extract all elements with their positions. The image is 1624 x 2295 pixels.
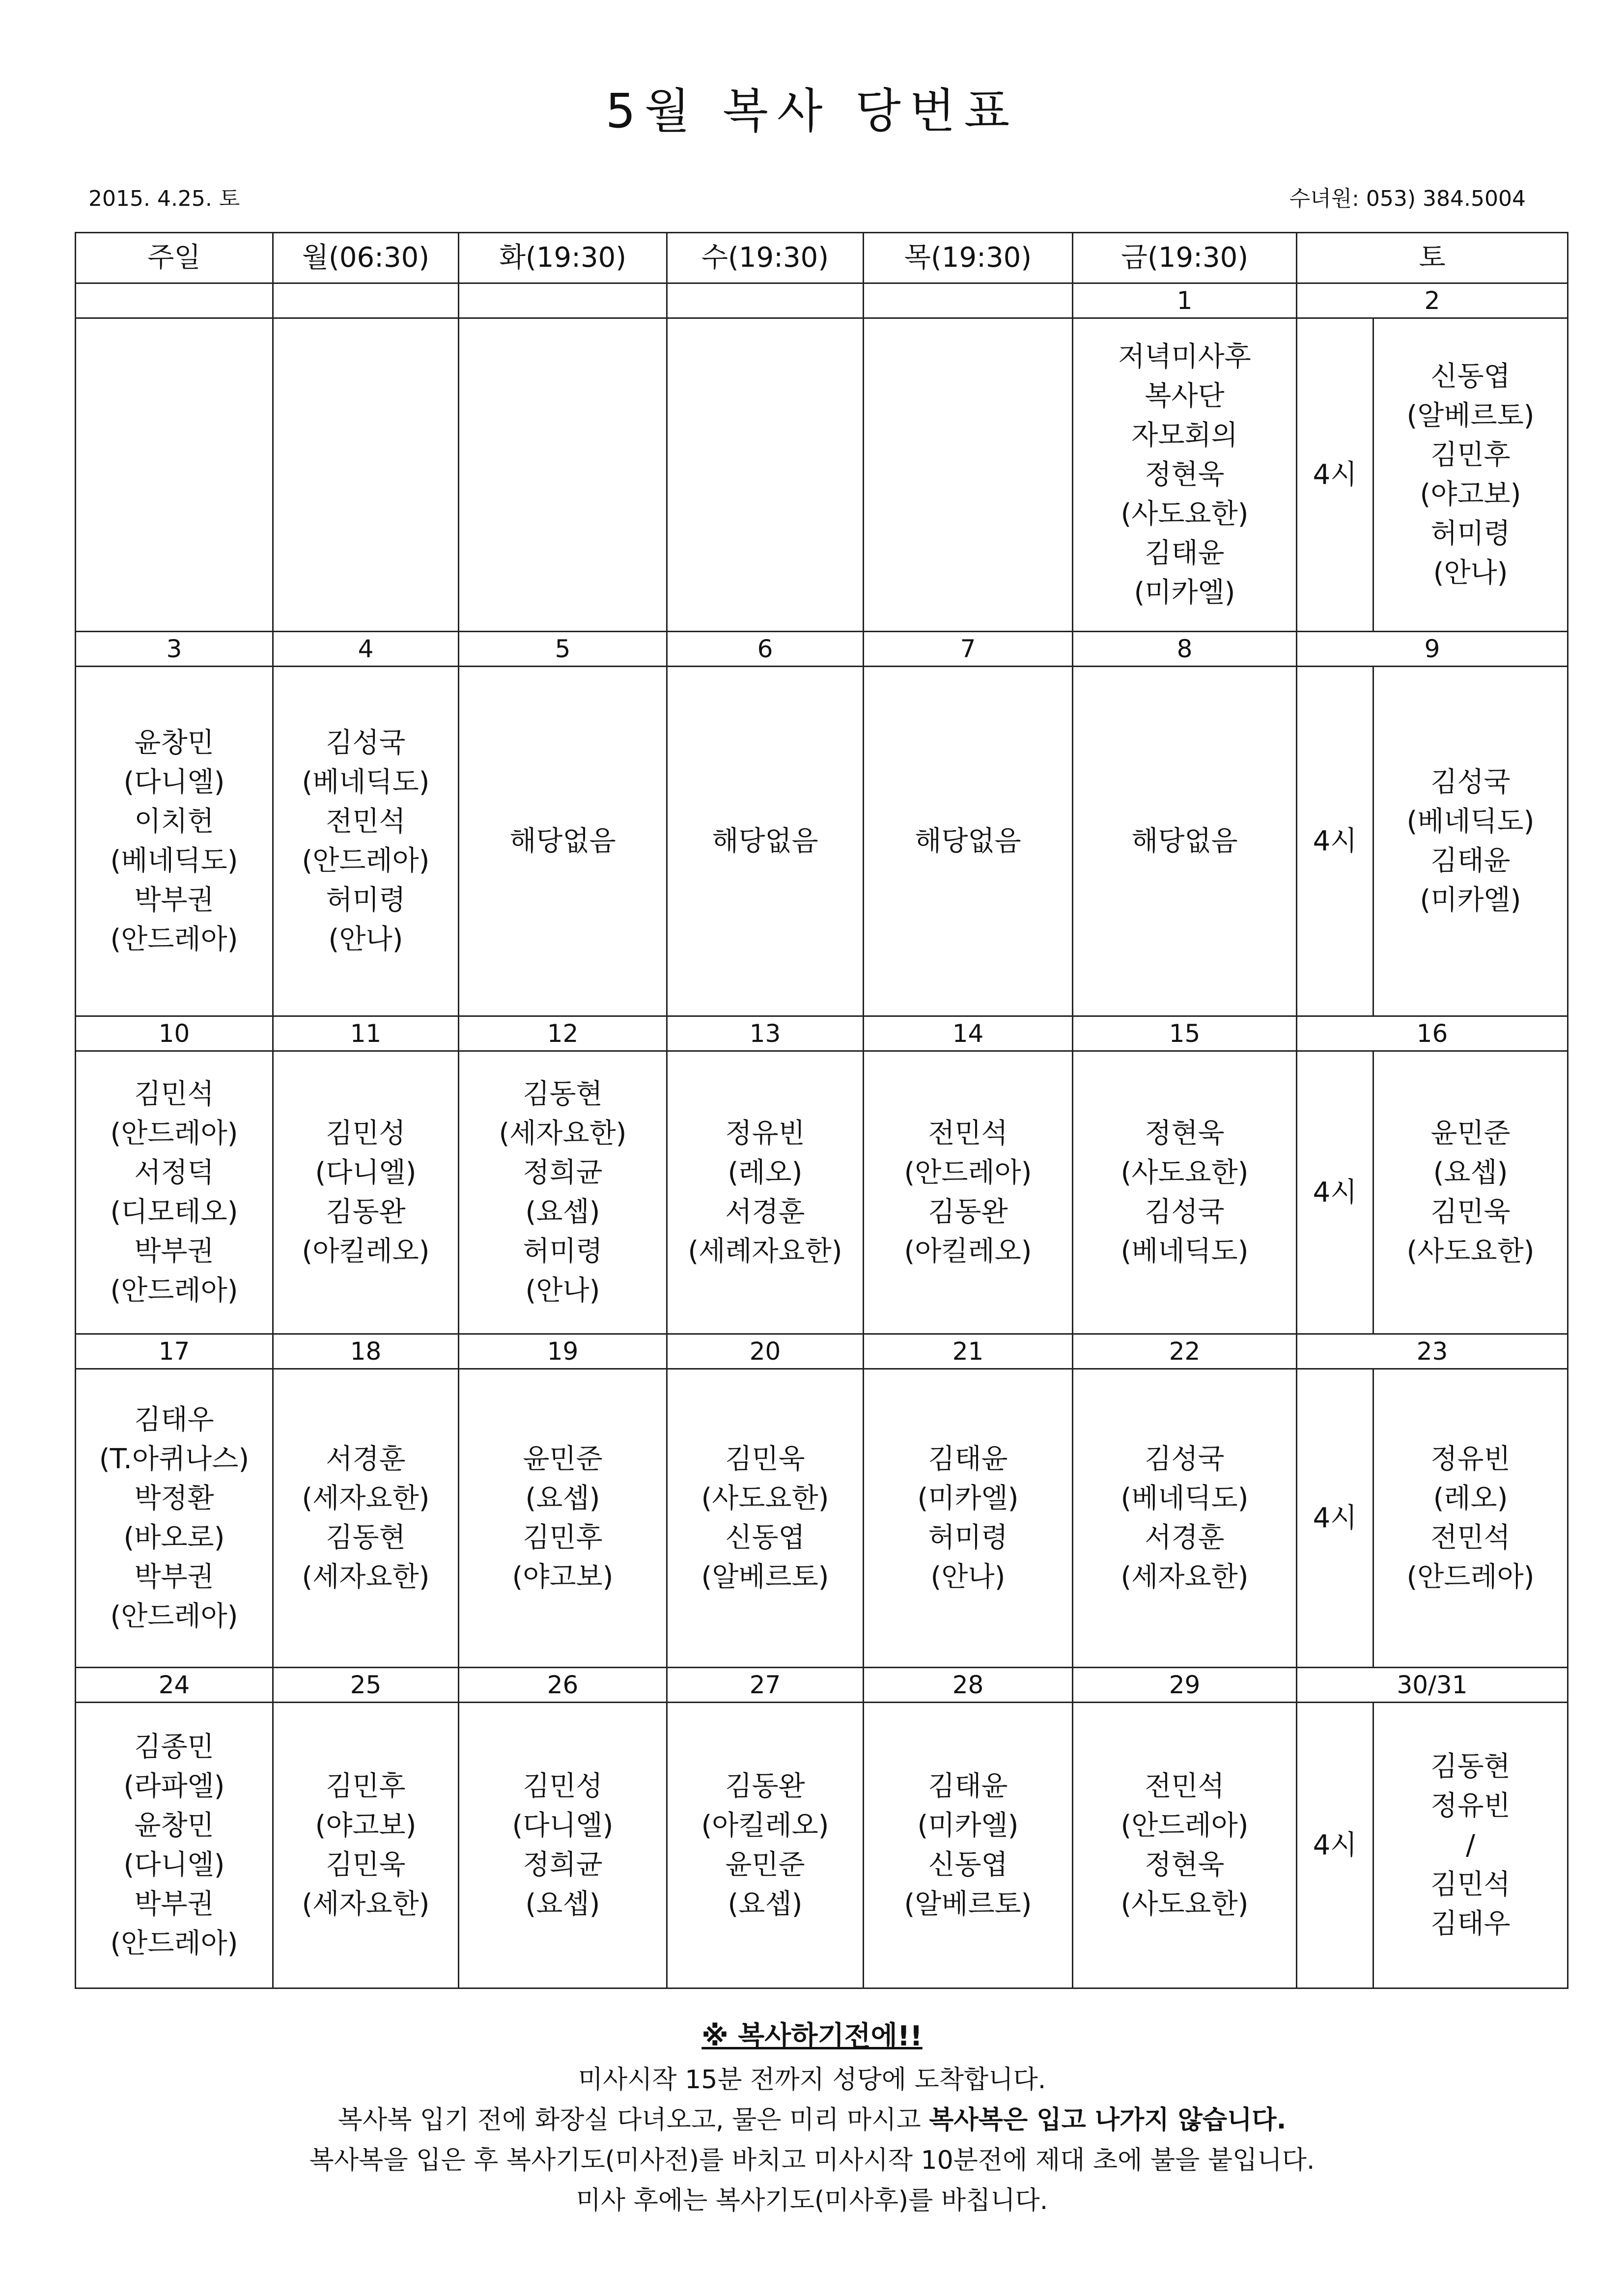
day-cell: [1373, 1051, 1568, 1334]
assignment-row: [76, 1703, 1568, 1988]
day-cell: [1073, 1051, 1297, 1334]
date-row: [76, 1016, 1568, 1051]
date-row: [76, 1334, 1568, 1369]
saturday-time: 4시: [1297, 1703, 1373, 1988]
assignment-cell: 정현욱 (사도요한) 김성국 (베네딕도): [1120, 1117, 1249, 1267]
date-number: 30/31: [1297, 1668, 1568, 1703]
assignment-cell: 서경훈 (세자요한) 김동현 (세자요한): [302, 1443, 430, 1593]
date-number: 10: [76, 1016, 273, 1051]
notes-line-1: 미사시작 15분 전까지 성당에 도착합니다.: [578, 2065, 1046, 2095]
assignment-cell: 김민욱 (사도요한) 신동엽 (알베르토): [701, 1443, 829, 1593]
date-row: [76, 632, 1568, 667]
assignment-cell: 김종민 (라파엘) 윤창민 (다니엘) 박부권 (안드레아): [110, 1731, 238, 1959]
date-number: 28: [864, 1668, 1073, 1703]
day-cell: [667, 1703, 864, 1988]
date-number: 23: [1297, 1334, 1568, 1369]
day-cell: [1073, 1369, 1297, 1668]
header-thursday: 목(19:30): [864, 233, 1073, 283]
assignment-cell: 김태윤 (미카엘) 신동엽 (알베르토): [904, 1770, 1032, 1920]
header-wednesday: 수(19:30): [667, 233, 864, 283]
assignment-cell: 김성국 (베네딕도) 전민석 (안드레아) 허미령 (안나): [302, 727, 430, 955]
date-number: 12: [459, 1016, 667, 1051]
assignment-cell: 김동현 (세자요한) 정희균 (요셉) 허미령 (안나): [499, 1078, 627, 1307]
date-number: 16: [1297, 1016, 1568, 1051]
header-tuesday: 화(19:30): [459, 233, 667, 283]
date-number: 19: [459, 1334, 667, 1369]
document-date: 2015. 4.25. 토: [88, 186, 240, 211]
notes-line-4: 미사 후에는 복사기도(미사후)를 바칩니다.: [576, 2186, 1048, 2215]
date-number: 11: [273, 1016, 459, 1051]
date-number: 21: [864, 1334, 1073, 1369]
day-cell: [76, 1369, 273, 1668]
day-cell: [273, 318, 459, 632]
day-cell: [864, 1703, 1073, 1988]
date-number: 5: [459, 632, 667, 667]
notes-section: [0, 2016, 1624, 2221]
header-friday: 금(19:30): [1073, 233, 1297, 283]
notes-line-2: [0, 2100, 1624, 2140]
header-saturday: 토: [1297, 233, 1568, 283]
date-number: [864, 283, 1073, 318]
date-number: 17: [76, 1334, 273, 1369]
day-cell: [1073, 1703, 1297, 1988]
assignment-cell: 신동엽 (알베르토) 김민후 (야고보) 허미령 (안나): [1406, 360, 1535, 589]
notes-line-2-bold: 복사복은 입고 나가지 않습니다.: [929, 2105, 1287, 2135]
day-cell: [864, 1369, 1073, 1668]
day-cell: [667, 667, 864, 1016]
date-number: 26: [459, 1668, 667, 1703]
day-cell: [76, 318, 273, 632]
assignment-row: [76, 1369, 1568, 1668]
assignment-cell: 해당없음: [1131, 825, 1238, 857]
date-number: 14: [864, 1016, 1073, 1051]
page-title: 5월 복사 당번표: [605, 84, 1019, 139]
day-cell: [1373, 667, 1568, 1016]
day-cell: [459, 1703, 667, 1988]
header-monday: 월(06:30): [273, 233, 459, 283]
assignment-cell: 전민석 (안드레아) 정현욱 (사도요한): [1120, 1770, 1249, 1920]
date-number: 6: [667, 632, 864, 667]
date-number: 4: [273, 632, 459, 667]
day-cell: [273, 667, 459, 1016]
date-number: 8: [1073, 632, 1297, 667]
assignment-cell: 김민석 (안드레아) 서정덕 (디모테오) 박부권 (안드레아): [110, 1078, 238, 1307]
day-cell: [459, 1369, 667, 1668]
assignment-cell: 윤민준 (요셉) 김민후 (야고보): [512, 1443, 614, 1593]
date-number: 29: [1073, 1668, 1297, 1703]
date-number: 18: [273, 1334, 459, 1369]
day-cell: [273, 1051, 459, 1334]
assignment-cell: 해당없음: [509, 825, 616, 857]
date-row: [76, 1668, 1568, 1703]
saturday-time: 4시: [1297, 1369, 1373, 1668]
header-sunday: 주일: [76, 233, 273, 283]
date-number: [459, 283, 667, 318]
assignment-row: [76, 1051, 1568, 1334]
assignment-cell: 김태우 (T.아퀴나스) 박정환 (바오로) 박부권 (안드레아): [99, 1403, 250, 1632]
notes-line-3: 복사복을 입은 후 복사기도(미사전)를 바치고 미사시작 10분전에 제대 초에 불을 붙입니다.: [309, 2146, 1315, 2175]
day-cell: [1373, 1369, 1568, 1668]
day-cell: [864, 667, 1073, 1016]
notes-heading: ※ 복사하기전에!!: [701, 2020, 923, 2052]
day-cell: [667, 1369, 864, 1668]
assignment-row: [76, 667, 1568, 1016]
assignment-cell: 김성국 (베네딕도) 김태윤 (미카엘): [1406, 766, 1535, 916]
date-number: 25: [273, 1668, 459, 1703]
date-number: 20: [667, 1334, 864, 1369]
date-number: 3: [76, 632, 273, 667]
date-number: [273, 283, 459, 318]
day-cell: [1073, 667, 1297, 1016]
day-cell: [1373, 318, 1568, 632]
day-cell: [667, 318, 864, 632]
day-cell: [459, 318, 667, 632]
date-number: 1: [1073, 283, 1297, 318]
assignment-cell: 김민성 (다니엘) 정희균 (요셉): [512, 1770, 614, 1920]
day-cell: [459, 667, 667, 1016]
date-number: [76, 283, 273, 318]
assignment-cell: 전민석 (안드레아) 김동완 (아킬레오): [904, 1117, 1032, 1267]
saturday-time: 4시: [1297, 667, 1373, 1016]
day-cell: [864, 318, 1073, 632]
contact-phone: 수녀원: 053) 384.5004: [1289, 186, 1526, 211]
assignment-cell: 정유빈 (레오) 서경훈 (세례자요한): [688, 1117, 842, 1267]
day-cell: [76, 667, 273, 1016]
date-number: 9: [1297, 632, 1568, 667]
date-number: 2: [1297, 283, 1568, 318]
day-cell: [459, 1051, 667, 1334]
assignment-cell: 김동현 정유빈 / 김민석 김태우: [1430, 1750, 1511, 1940]
date-number: 7: [864, 632, 1073, 667]
date-row: [76, 283, 1568, 318]
day-cell: [273, 1703, 459, 1988]
assignment-cell: 정유빈 (레오) 전민석 (안드레아): [1406, 1443, 1535, 1593]
date-number: [667, 283, 864, 318]
notes-line-2-text: 복사복 입기 전에 화장실 다녀오고, 물은 미리 마시고: [337, 2105, 929, 2135]
date-number: 15: [1073, 1016, 1297, 1051]
assignment-cell: 해당없음: [915, 825, 1021, 857]
day-cell: [667, 1051, 864, 1334]
date-number: 13: [667, 1016, 864, 1051]
saturday-time: 4시: [1297, 1051, 1373, 1334]
header-row: [76, 233, 1568, 283]
date-number: 27: [667, 1668, 864, 1703]
day-cell: [76, 1703, 273, 1988]
assignment-cell: 김태윤 (미카엘) 허미령 (안나): [917, 1443, 1019, 1593]
day-cell: [76, 1051, 273, 1334]
assignment-cell: 해당없음: [712, 825, 818, 857]
assignment-cell: 김동완 (아킬레오) 윤민준 (요셉): [701, 1770, 829, 1920]
assignment-cell: 김민성 (다니엘) 김동완 (아킬레오): [302, 1117, 430, 1267]
saturday-time: 4시: [1297, 318, 1373, 632]
assignment-cell: 윤민준 (요셉) 김민욱 (사도요한): [1406, 1117, 1535, 1267]
date-number: 22: [1073, 1334, 1297, 1369]
assignment-cell: 김민후 (야고보) 김민욱 (세자요한): [302, 1770, 430, 1920]
day-cell: [273, 1369, 459, 1668]
assignment-cell: 저녁미사후 복사단 자모회의 정현욱 (사도요한) 김태윤 (미카엘): [1118, 340, 1251, 609]
assignment-cell: 김성국 (베네딕도) 서경훈 (세자요한): [1120, 1443, 1249, 1593]
assignment-cell: 윤창민 (다니엘) 이치헌 (베네딕도) 박부권 (안드레아): [110, 727, 238, 955]
date-number: 24: [76, 1668, 273, 1703]
day-cell: [864, 1051, 1073, 1334]
day-cell: [1373, 1703, 1568, 1988]
assignment-row: [76, 318, 1568, 632]
day-cell: [1073, 318, 1297, 632]
schedule-table: [75, 232, 1568, 1989]
